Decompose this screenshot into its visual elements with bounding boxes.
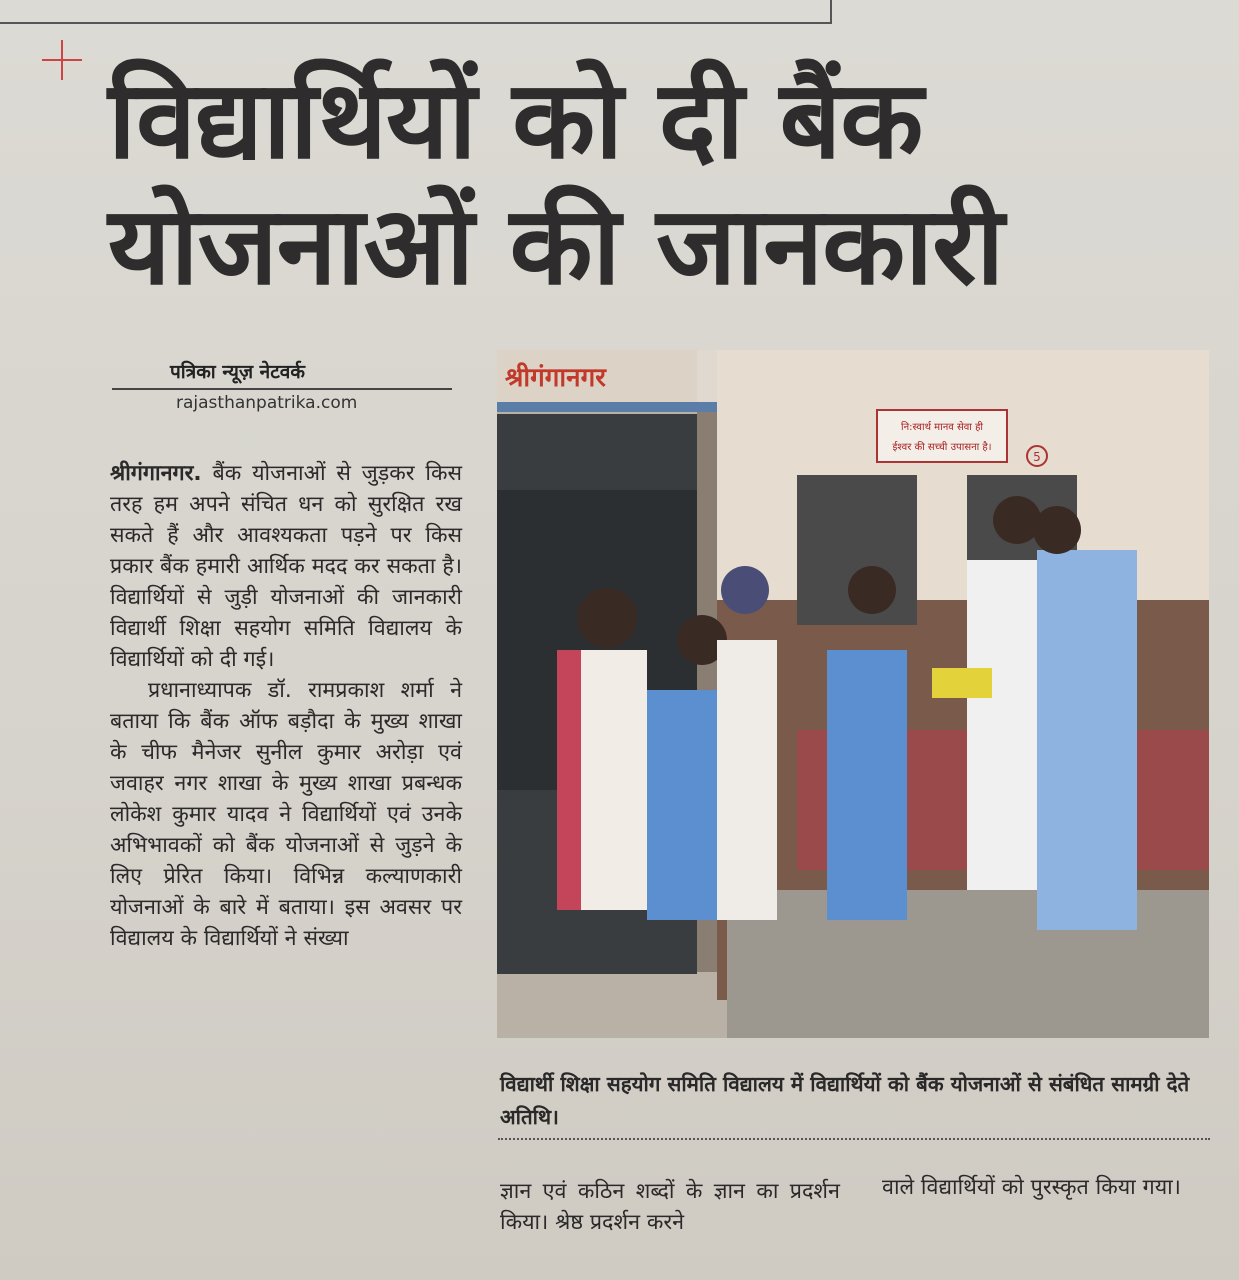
article-paragraph-4: वाले विद्यार्थियों को पुरस्कृत किया गया। xyxy=(882,1175,1181,1200)
news-photo xyxy=(497,350,1209,1038)
website-credit: rajasthanpatrika.com xyxy=(176,393,358,413)
dateline: श्रीगंगानगर. xyxy=(110,461,202,486)
registration-mark xyxy=(42,40,82,80)
byline-rule xyxy=(112,388,452,390)
article-paragraph-1 xyxy=(110,458,462,675)
photo-sign-text: श्रीगंगानगर xyxy=(505,363,606,393)
article-column-middle xyxy=(500,1176,840,1238)
photo-board-text-1: नि:स्वार्थ मानव सेवा ही xyxy=(901,422,983,433)
article-paragraph-3: ज्ञान एवं कठिन शब्दों के ज्ञान का प्रदर्शन किया। श्रेष्ठ प्रदर्शन करने xyxy=(500,1179,840,1235)
photo-board-number: 5 xyxy=(1033,450,1041,464)
classroom-scene-image xyxy=(497,350,1209,1038)
caption-divider xyxy=(498,1138,1210,1140)
photo-board-text-2: ईश्वर की सच्ची उपासना है। xyxy=(892,442,992,453)
photo-caption: विद्यार्थी शिक्षा सहयोग समिति विद्यालय में विद्यार्थियों को बैंक योजनाओं से संबंधित सामग्री देते अतिथि। xyxy=(500,1072,1190,1129)
headline-line-2: योजनाओं की जानकारी xyxy=(108,184,1004,309)
article-paragraph-2: प्रधानाध्यापक डॉ. रामप्रकाश शर्मा ने बताया कि बैंक ऑफ बड़ौदा के मुख्य शाखा के चीफ मैनेजर सुनील कुमार अरोड़ा एवं जवाहर नगर शाखा के मुख्य शाखा प्रबन्धक लोकेश कुमार यादव ने विद्यार्थियों एवं उनके अभिभावकों को बैंक योजनाओं से जुड़ने के लिए प्रेरित किया। विभिन्न कल्याणकारी योजनाओं के बारे में बताया। इस अवसर पर विद्यालय के विद्यार्थियों ने संख्या xyxy=(110,678,462,951)
headline xyxy=(108,58,1168,310)
top-column-rule xyxy=(0,0,832,24)
headline-line-1: विद्यार्थियों को दी बैंक xyxy=(108,58,923,183)
paragraph-1-text: बैंक योजनाओं से जुड़कर किस तरह हम अपने संचित धन को सुरक्षित रख सकते हैं और आवश्यकता पड़ने पर किस प्रकार बैंक हमारी आर्थिक मदद कर सकता है। विद्यार्थियों से जुड़ी योजनाओं की जानकारी विद्यार्थी शिक्षा सहयोग समिति विद्यालय के विद्यार्थियों को दी गई। xyxy=(110,461,462,672)
article-column-left xyxy=(110,458,462,954)
article-column-right xyxy=(882,1172,1212,1203)
byline: पत्रिका न्यूज़ नेटवर्क xyxy=(170,361,305,383)
